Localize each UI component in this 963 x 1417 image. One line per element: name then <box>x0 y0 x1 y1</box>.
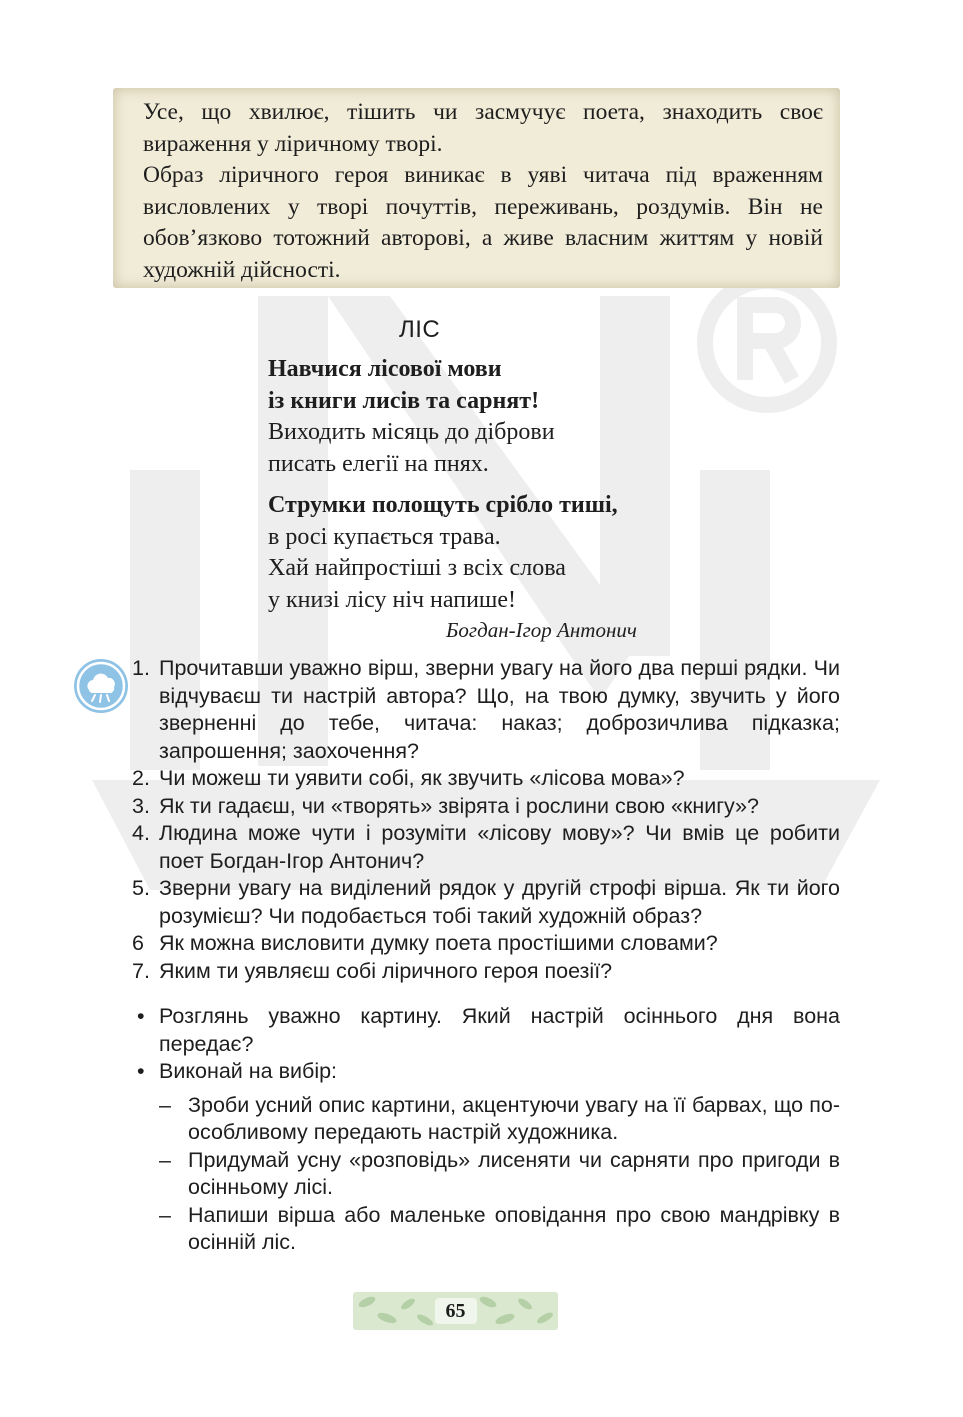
question-item <box>132 930 840 958</box>
question-text: Людина може чути і розуміти «лісову мову»? Чи вмів це робити поет Богдан-Ігор Антонич? <box>159 821 840 873</box>
poem-line: із книги лисів та сарнят! <box>268 387 540 414</box>
question-text: Як можна висловити думку поета простішими словами? <box>159 931 718 955</box>
question-number: 7. <box>132 958 150 983</box>
question-number: 4. <box>132 821 150 845</box>
dash-icon: – <box>159 1202 171 1227</box>
question-number: 6 <box>132 931 144 955</box>
poem-line-highlighted: Струмки полощуть срібло тиші, <box>268 492 618 518</box>
bullet-icon: • <box>137 1059 145 1083</box>
poem-author: Богдан-Ігор Антонич <box>446 618 637 642</box>
subtask-text: Зроби усний опис картини, акцентуючи увагу на її барвах, що по-особливому передають настрій художника. <box>188 1092 840 1144</box>
theory-paragraph: Образ ліричного героя виникає в уяві читача під враженням висловлених у творі почуттів, переживань, роздумів. Він не обов’язково тотожний авторові, а живе власним життям у новій художній дійсності. <box>143 162 823 283</box>
poem-line: Хай найпростіші з всіх слова <box>268 555 566 581</box>
poem-title: ЛІС <box>399 316 441 343</box>
question-item <box>132 655 840 765</box>
subtask-text: Напиши вірша або маленьке оповідання про свою мандрівку в осінній ліс. <box>188 1202 840 1254</box>
task-text: Виконай на вибір: <box>159 1059 338 1083</box>
poem-line: в росі купається трава. <box>268 523 501 550</box>
poem-line: у книзі лісу ніч напише! <box>268 586 517 613</box>
question-item <box>132 765 840 793</box>
page-number: 65 <box>445 1300 466 1322</box>
bullet-icon: • <box>137 1004 145 1028</box>
question-number: 2. <box>132 766 150 790</box>
question-item <box>132 820 840 875</box>
question-text: Прочитавши уважно вірш, зверни увагу на його два перші рядки. Чи відчуваєш ти настрій автора? Що, на твою думку, звучить у його зверненні до тебе, читача: наказ; доброзичлива підказка; запрошення; заохочення? <box>159 656 840 763</box>
dash-icon: – <box>159 1147 171 1172</box>
dash-icon: – <box>159 1092 171 1117</box>
page-number-badge <box>353 1292 558 1330</box>
task-text: Розглянь уважно картину. Який настрій осіннього дня вона передає? <box>159 1004 840 1056</box>
question-text: Як ти гадаєш, чи «творять» звірята і рослини свою «книгу»? <box>159 793 759 818</box>
task-item <box>132 1058 840 1257</box>
subtask-item <box>159 1092 840 1147</box>
question-number: 1. <box>132 656 150 680</box>
theory-paragraph: Усе, що хвилює, тішить чи засмучує поета, знаходить своє вираження у ліричному творі. <box>143 99 823 157</box>
subtask-item <box>159 1147 840 1202</box>
question-text: Яким ти уявляєш собі ліричного героя поезії? <box>159 958 613 983</box>
head-thought-cloud-icon <box>73 658 129 714</box>
poem-stanza <box>268 490 618 616</box>
subtasks-list <box>159 1092 840 1257</box>
question-number: 3. <box>132 793 150 818</box>
theory-text <box>143 97 823 286</box>
subtask-item <box>159 1202 840 1257</box>
poem-line: писать елегії на пнях. <box>268 450 489 477</box>
question-item <box>132 958 840 986</box>
poem-line: Виходить місяць до діброви <box>268 419 555 445</box>
question-item <box>132 793 840 821</box>
questions-list <box>132 655 840 985</box>
question-item <box>132 875 840 930</box>
question-number: 5. <box>132 876 150 900</box>
task-item <box>132 1003 840 1058</box>
poem-stanza <box>268 354 555 480</box>
question-text: Зверни увагу на виділений рядок у другій строфі вірша. Як ти його розумієш? Чи подобається тобі такий художній образ? <box>159 876 840 928</box>
tasks-list <box>132 1003 840 1257</box>
subtask-text: Придумай усну «розповідь» лисеняти чи сарняти про пригоди в осінньому лісі. <box>188 1147 840 1199</box>
poem-line: Навчися лісової мови <box>268 356 502 382</box>
question-text: Чи можеш ти уявити собі, як звучить «лісова мова»? <box>159 766 685 790</box>
